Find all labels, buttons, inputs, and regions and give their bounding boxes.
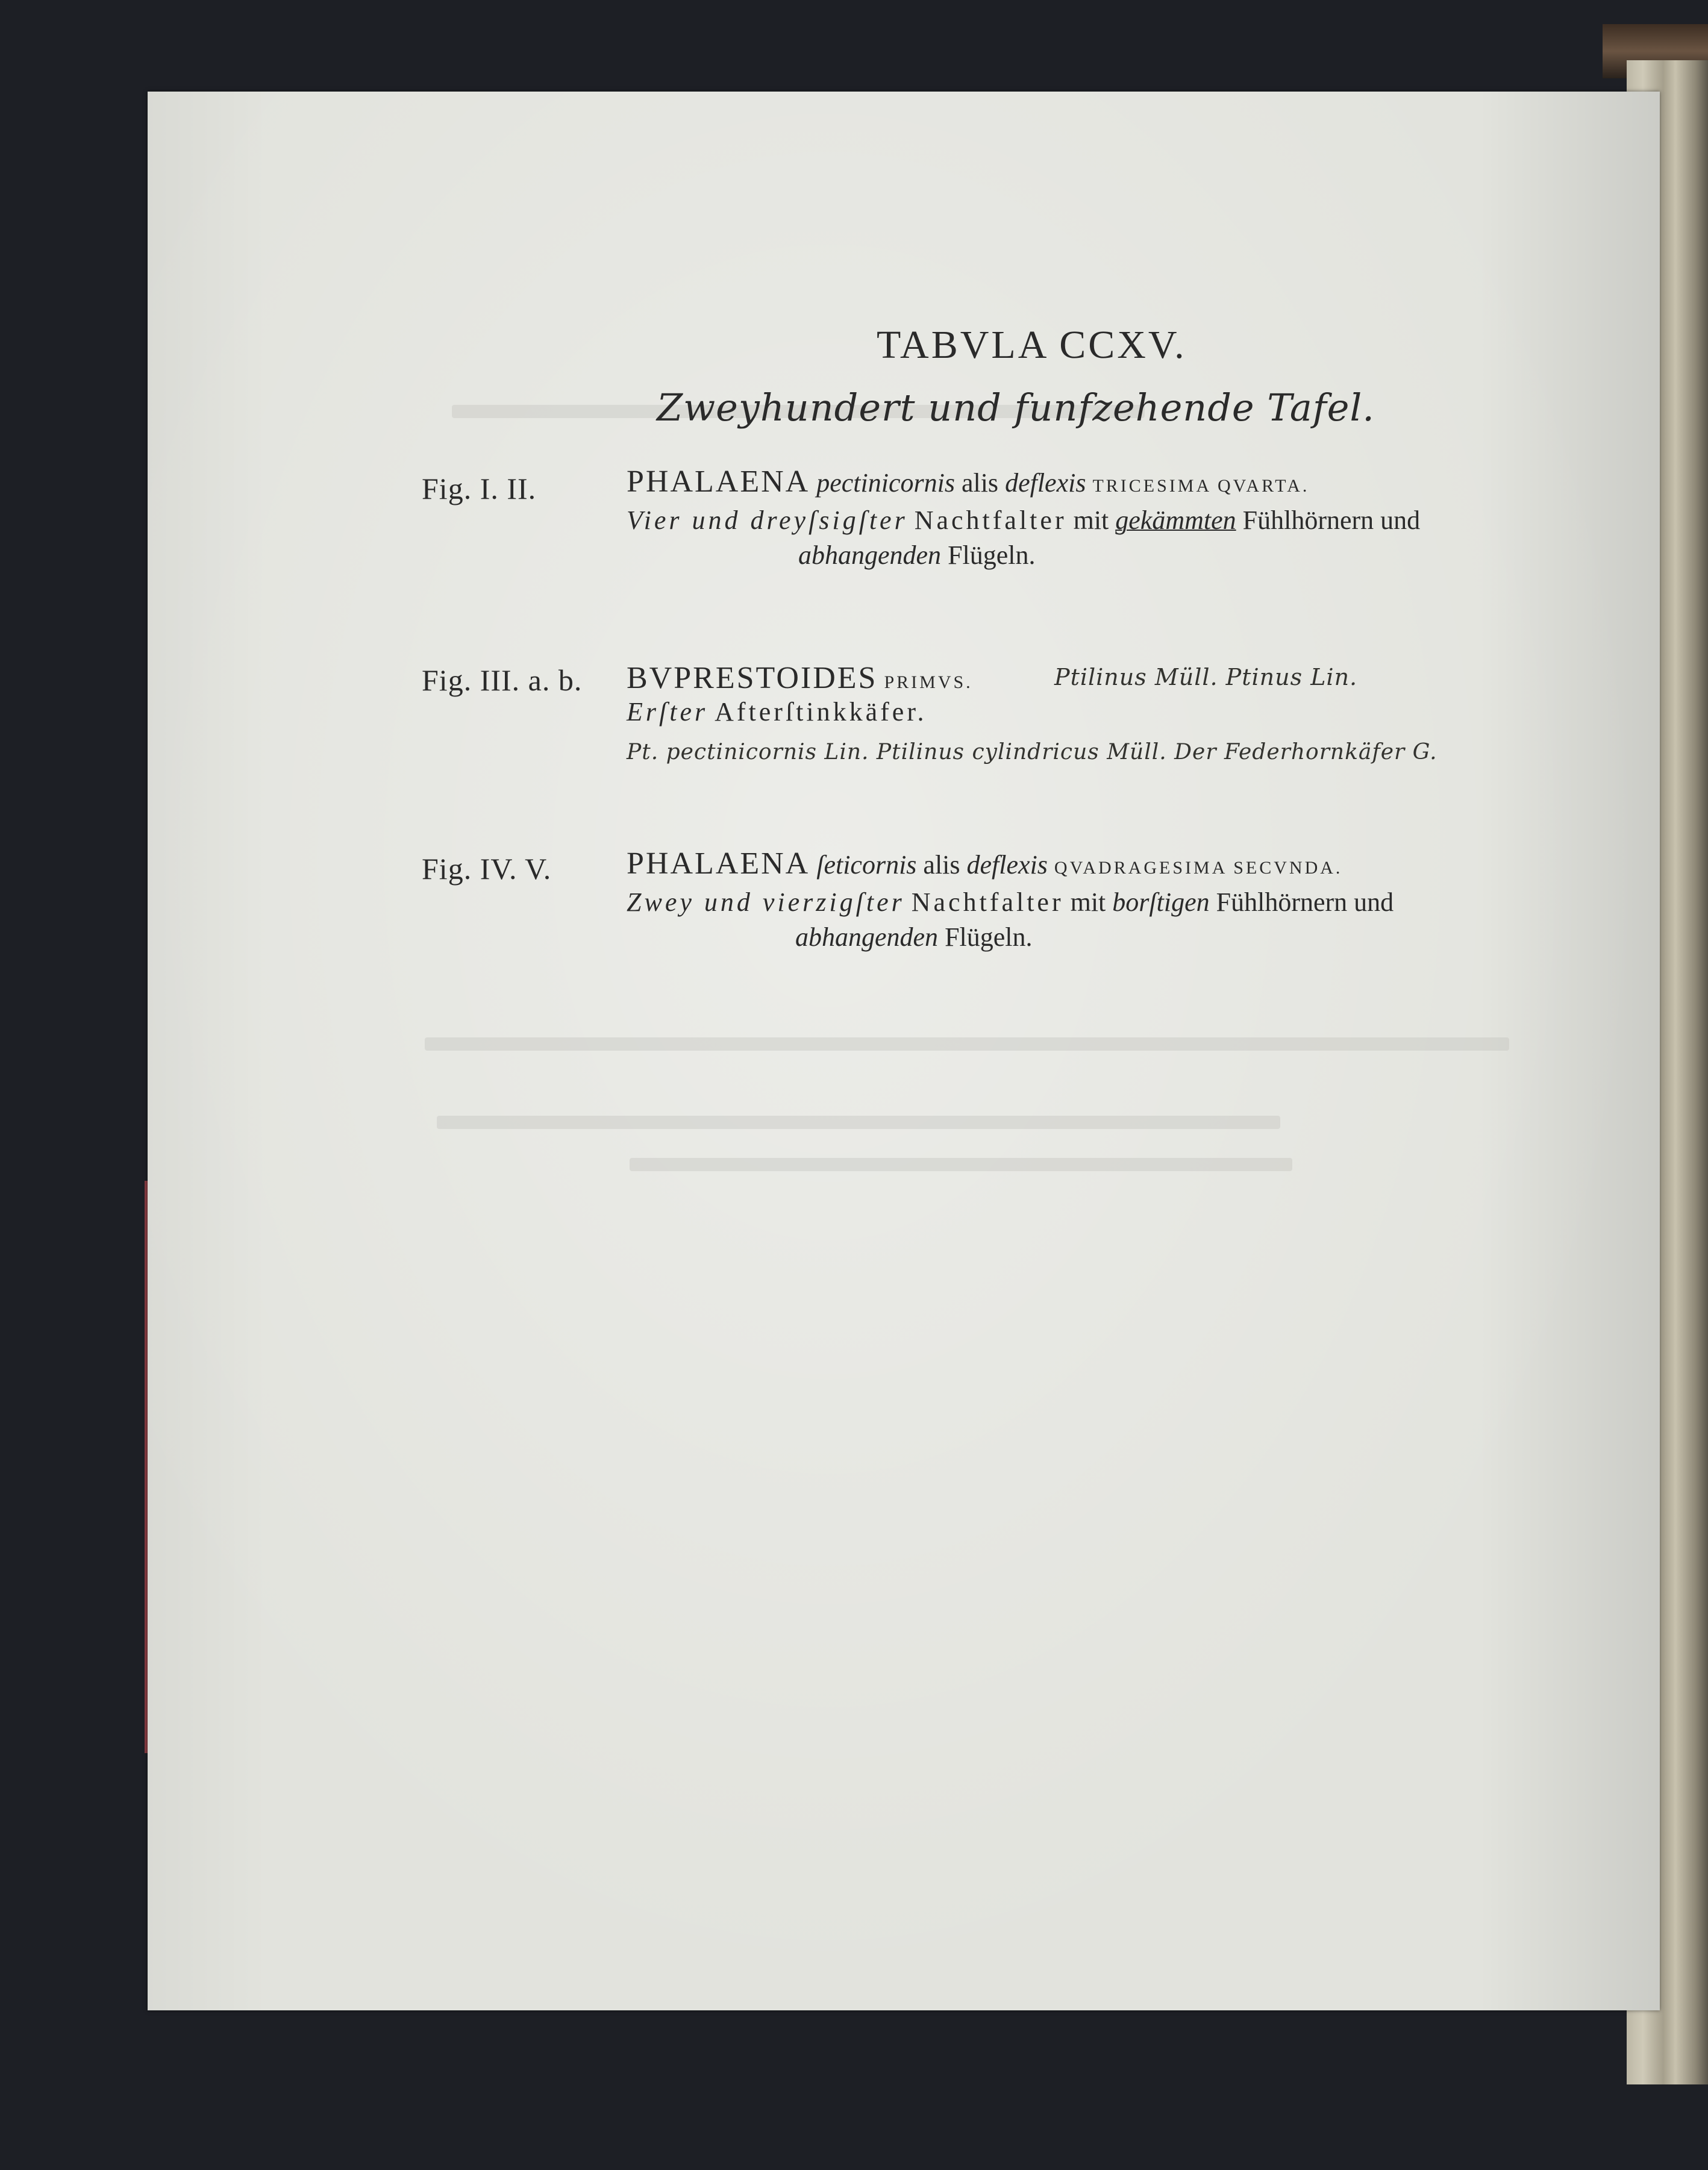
- fig-label-1: Fig. I. II.: [422, 472, 537, 505]
- page-title: TABVLA CCXV.: [877, 323, 1187, 367]
- species-name: ſeticornis: [816, 850, 917, 880]
- german-ordinal: Zwey und vierzigſter: [627, 887, 905, 917]
- german-word: mit: [1070, 887, 1106, 917]
- german-adjective: gekämmten: [1115, 505, 1236, 535]
- show-through-line: [425, 1037, 1509, 1051]
- genus-name: PHALAENA: [627, 464, 810, 499]
- german-rest: Flügeln.: [945, 922, 1033, 952]
- genus-name: BVPRESTOIDES: [627, 661, 878, 695]
- entry-1-line-2: [627, 505, 1420, 536]
- entry-1-line-3: [798, 540, 1036, 571]
- entry-3-line-3: [795, 922, 1033, 952]
- german-word: mit: [1073, 505, 1109, 535]
- entry-3-line-2: [627, 887, 1394, 918]
- german-rest: Flügeln.: [948, 540, 1036, 570]
- german-adjective: borſtigen: [1112, 887, 1210, 917]
- german-rest: Fühlhörnern und: [1216, 887, 1394, 917]
- latin-word: alis: [923, 850, 960, 880]
- genus-name: PHALAENA: [627, 846, 810, 881]
- german-noun: Afterſtinkkäfer.: [715, 697, 927, 727]
- handwritten-note-2: Pt. pectinicornis Lin. Ptilinus cylindricus Müll. Der Federhornkäfer G.: [627, 740, 1437, 765]
- entry-3-line-1: [627, 846, 1342, 881]
- fig-label-2: Fig. III. a. b.: [422, 663, 583, 697]
- german-rest: Fühlhörnern und: [1242, 505, 1421, 535]
- german-adjective: abhangenden: [795, 922, 939, 952]
- german-adjective: abhangenden: [798, 540, 942, 570]
- show-through-line: [437, 1116, 1280, 1129]
- latin-ordinal: QVADRAGESIMA SECVNDA.: [1054, 858, 1343, 878]
- handwritten-note-1: Ptilinus Müll. Ptinus Lin.: [1054, 664, 1358, 690]
- species-name: pectinicornis: [816, 468, 955, 498]
- page-subtitle: Zweyhundert und funfzehende Tafel.: [657, 386, 1375, 430]
- latin-adjective: deflexis: [966, 850, 1048, 880]
- latin-adjective: deflexis: [1005, 468, 1086, 498]
- german-ordinal: Erſter: [627, 697, 709, 727]
- show-through-line: [630, 1158, 1292, 1171]
- latin-ordinal: PRIMVS.: [884, 672, 973, 692]
- german-ordinal: Vier und dreyſsigſter: [627, 505, 908, 535]
- german-noun: Nachtfalter: [911, 887, 1064, 917]
- german-noun: Nachtfalter: [914, 505, 1067, 535]
- entry-2-line-1: [627, 660, 973, 696]
- latin-word: alis: [961, 468, 999, 498]
- fig-label-3: Fig. IV. V.: [422, 852, 552, 886]
- latin-ordinal: TRICESIMA QVARTA.: [1092, 476, 1310, 496]
- entry-2-line-2: [627, 696, 927, 727]
- book-page: [148, 92, 1660, 2010]
- entry-1-line-1: [627, 464, 1309, 499]
